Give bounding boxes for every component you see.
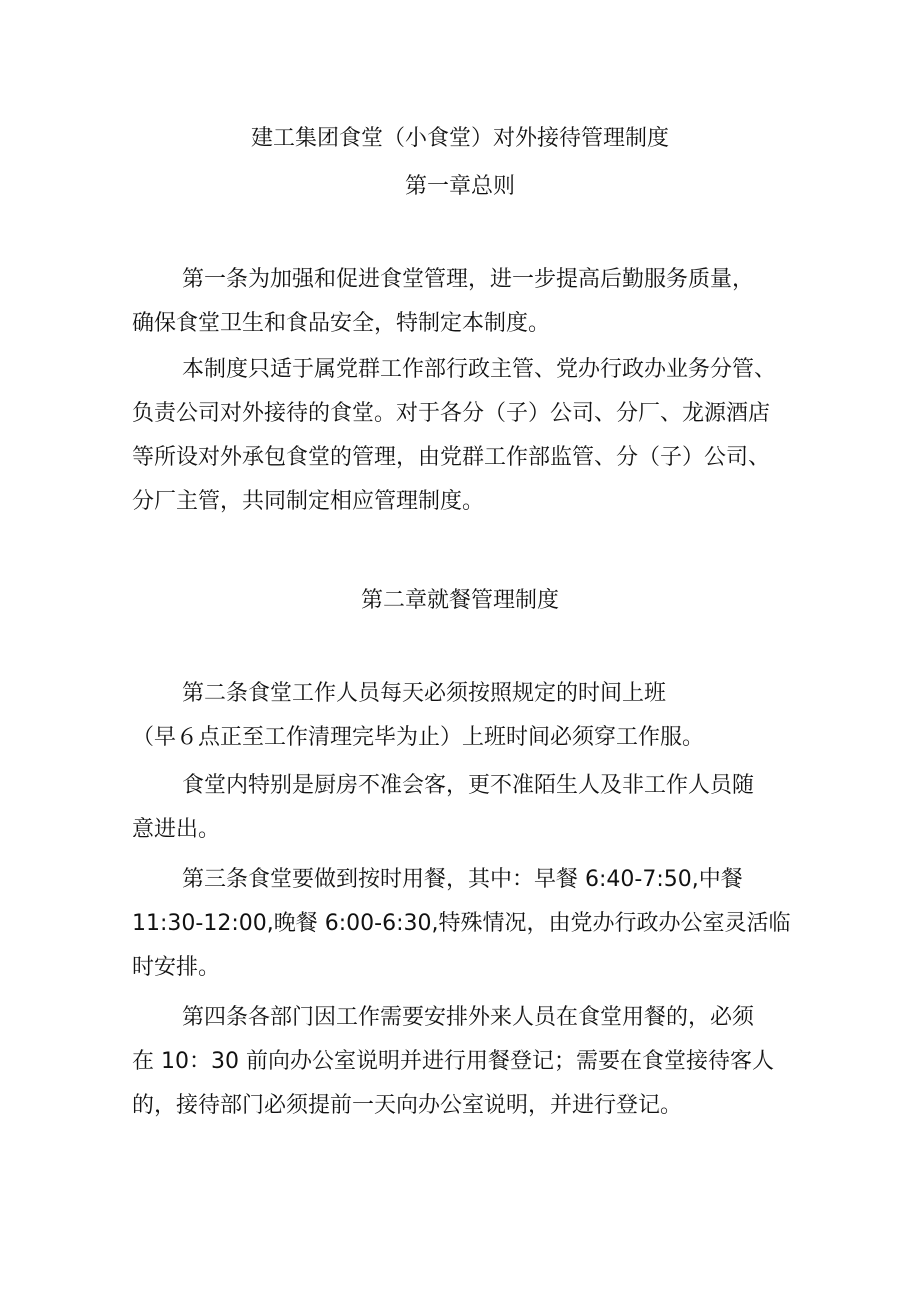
chapter-1-heading: 第一章总则 [404, 174, 515, 199]
article-3-paragraph [132, 858, 812, 990]
paragraph-line: 等所设对外承包食堂的管理，由党群工作部监管、分（子）公司、 [132, 445, 771, 470]
paragraph-line: （早６点正至工作清理完毕为止）上班时间必须穿工作服。 [132, 725, 705, 750]
paragraph-line: 分厂主管，共同制定相应管理制度。 [132, 489, 485, 514]
paragraph-line: 的，接待部门必须提前一天向办公室说明，并进行登记。 [132, 1093, 683, 1118]
paragraph-line: 第二条食堂工作人员每天必须按照规定的时间上班 [182, 681, 667, 706]
paragraph-line: 11:30-12:00,晚餐 6:00-6:30,特殊情况，由党办行政办公室灵活临 [132, 911, 791, 936]
paragraph-line: 在 10：30 前向办公室说明并进行用餐登记；需要在食堂接待客人 [132, 1049, 774, 1074]
kitchen-rule-paragraph [132, 764, 812, 852]
paragraph-line: 第一条为加强和促进食堂管理，进一步提高后勤服务质量， [182, 267, 755, 292]
article-2-paragraph [132, 672, 812, 760]
scope-paragraph [132, 348, 812, 524]
article-1-paragraph [132, 258, 812, 346]
chapter-2-heading: 第二章就餐管理制度 [360, 588, 559, 613]
paragraph-line: 本制度只适于属党群工作部行政主管、党办行政办业务分管、 [182, 357, 777, 382]
paragraph-line: 第三条食堂要做到按时用餐，其中：早餐 6:40-7:50,中餐 [182, 867, 743, 892]
paragraph-line: 时安排。 [132, 955, 221, 980]
paragraph-line: 负责公司对外接待的食堂。对于各分（子）公司、分厂、龙源酒店 [132, 401, 771, 426]
article-4-paragraph [132, 996, 812, 1128]
paragraph-line: 意进出。 [132, 817, 221, 842]
document-title: 建工集团食堂（小食堂）对外接待管理制度 [250, 126, 669, 151]
paragraph-line: 食堂内特别是厨房不准会客，更不准陌生人及非工作人员随 [182, 773, 755, 798]
paragraph-line: 确保食堂卫生和食品安全，特制定本制度。 [132, 311, 551, 336]
paragraph-line: 第四条各部门因工作需要安排外来人员在食堂用餐的，必须 [182, 1005, 755, 1030]
